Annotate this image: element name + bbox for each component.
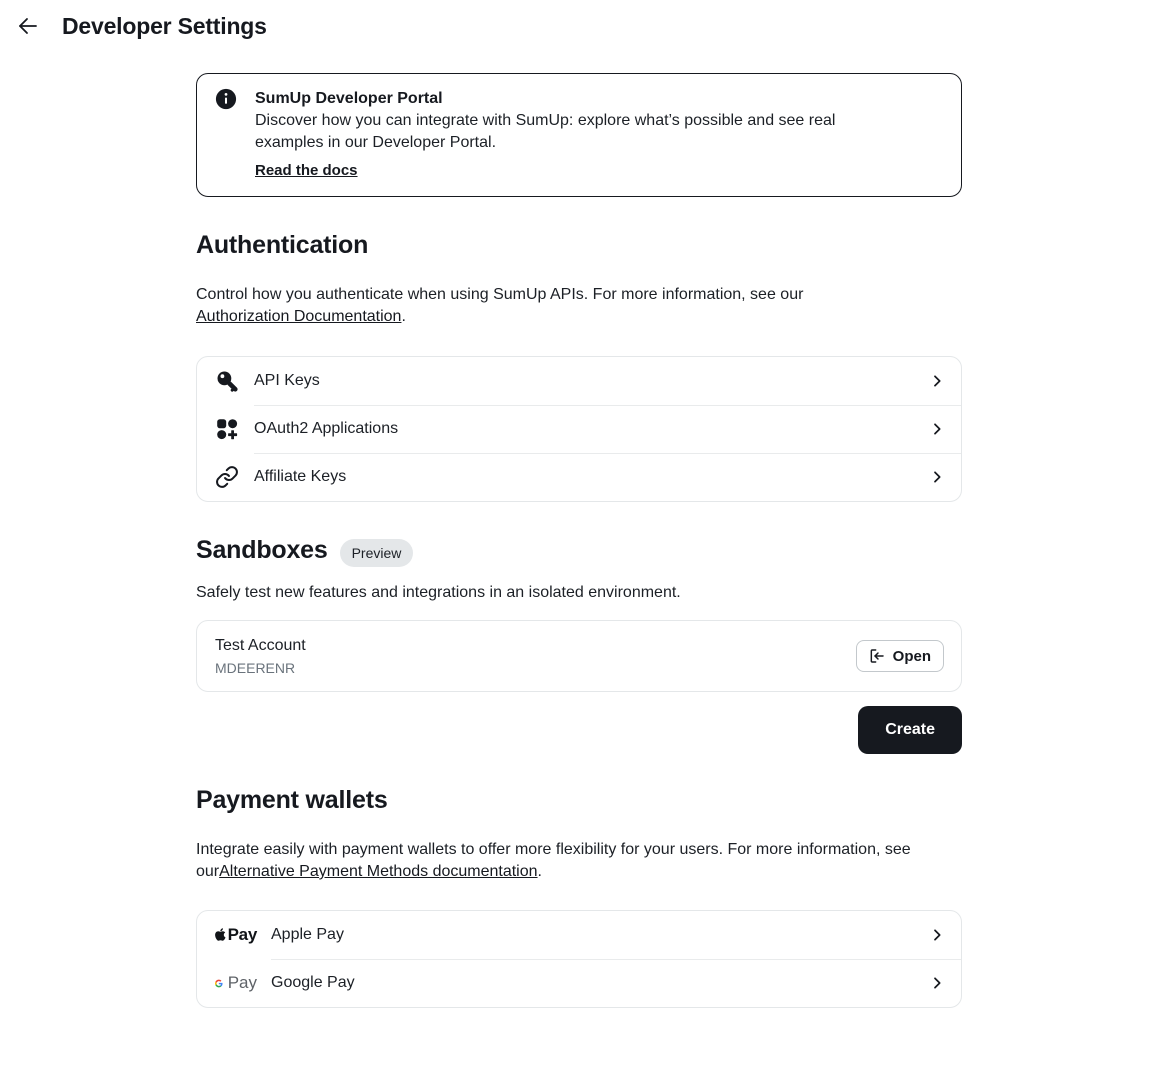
authentication-description-period: . — [401, 308, 406, 325]
apple-pay-label: Apple Pay — [271, 926, 344, 943]
api-keys-label: API Keys — [254, 372, 320, 389]
payment-wallets-title: Payment wallets — [196, 786, 388, 814]
payment-wallets-card — [196, 910, 962, 1008]
chevron-right-icon — [929, 421, 945, 437]
sandboxes-section — [196, 536, 962, 754]
create-button[interactable]: Create — [858, 706, 962, 754]
api-keys-row[interactable] — [197, 357, 961, 405]
payment-wallets-description-period: . — [537, 863, 542, 880]
open-button[interactable] — [856, 640, 944, 672]
page-title: Developer Settings — [62, 12, 267, 39]
page-header — [0, 0, 1162, 52]
open-in-icon — [869, 648, 885, 664]
authentication-description-text: Control how you authenticate when using SumUp APIs. For more information, see our — [196, 286, 804, 303]
create-row — [196, 706, 962, 754]
oauth2-applications-label: OAuth2 Applications — [254, 420, 399, 437]
google-pay-row[interactable] — [197, 959, 961, 1007]
chevron-right-icon — [929, 373, 945, 389]
apps-plus-icon — [215, 417, 239, 441]
sandboxes-description: Safely test new features and integrations in an isolated environment. — [196, 584, 681, 601]
apple-pay-wordmark: Pay — [227, 925, 257, 944]
alternative-payment-methods-link[interactable]: Alternative Payment Methods documentation — [219, 863, 538, 880]
test-account-info — [215, 636, 306, 677]
apple-pay-logo — [215, 925, 257, 945]
open-button-label: Open — [892, 647, 931, 665]
arrow-left-icon — [16, 14, 40, 38]
authentication-description — [196, 284, 962, 328]
affiliate-keys-row[interactable] — [197, 453, 961, 501]
info-banner-body: Discover how you can integrate with SumUp: explore what’s possible and see real examples in our Developer Portal. — [255, 112, 836, 151]
authentication-card — [196, 356, 962, 502]
affiliate-keys-label: Affiliate Keys — [254, 468, 347, 485]
apple-pay-row[interactable] — [197, 911, 961, 959]
link-icon — [215, 465, 239, 489]
chevron-right-icon — [929, 927, 945, 943]
key-icon — [215, 369, 239, 393]
payment-wallets-description-text: Integrate easily with payment wallets to offer more flexibility for your users. For more information, see our — [196, 841, 911, 880]
test-account-code: MDEERENR — [215, 659, 296, 676]
test-account-card — [196, 620, 962, 692]
content-column — [196, 73, 962, 1008]
back-button[interactable] — [16, 14, 40, 38]
info-icon — [215, 88, 237, 110]
authentication-section — [196, 231, 962, 502]
info-banner — [196, 73, 962, 197]
preview-badge: Preview — [340, 539, 414, 567]
read-the-docs-link[interactable]: Read the docs — [255, 162, 358, 179]
google-pay-logo — [215, 973, 257, 993]
google-pay-label: Google Pay — [271, 974, 355, 991]
test-account-name: Test Account — [215, 636, 306, 654]
authorization-documentation-link[interactable]: Authorization Documentation — [196, 308, 402, 325]
sandboxes-title-row — [196, 536, 962, 565]
payment-wallets-description — [196, 839, 962, 883]
google-pay-wordmark: Pay — [227, 973, 257, 992]
oauth2-applications-row[interactable] — [197, 405, 961, 453]
payment-wallets-section — [196, 786, 962, 1008]
chevron-right-icon — [929, 469, 945, 485]
sandboxes-title: Sandboxes — [196, 536, 328, 564]
chevron-right-icon — [929, 975, 945, 991]
info-banner-title: SumUp Developer Portal — [255, 90, 443, 107]
info-banner-content — [255, 88, 855, 180]
authentication-title: Authentication — [196, 231, 369, 259]
